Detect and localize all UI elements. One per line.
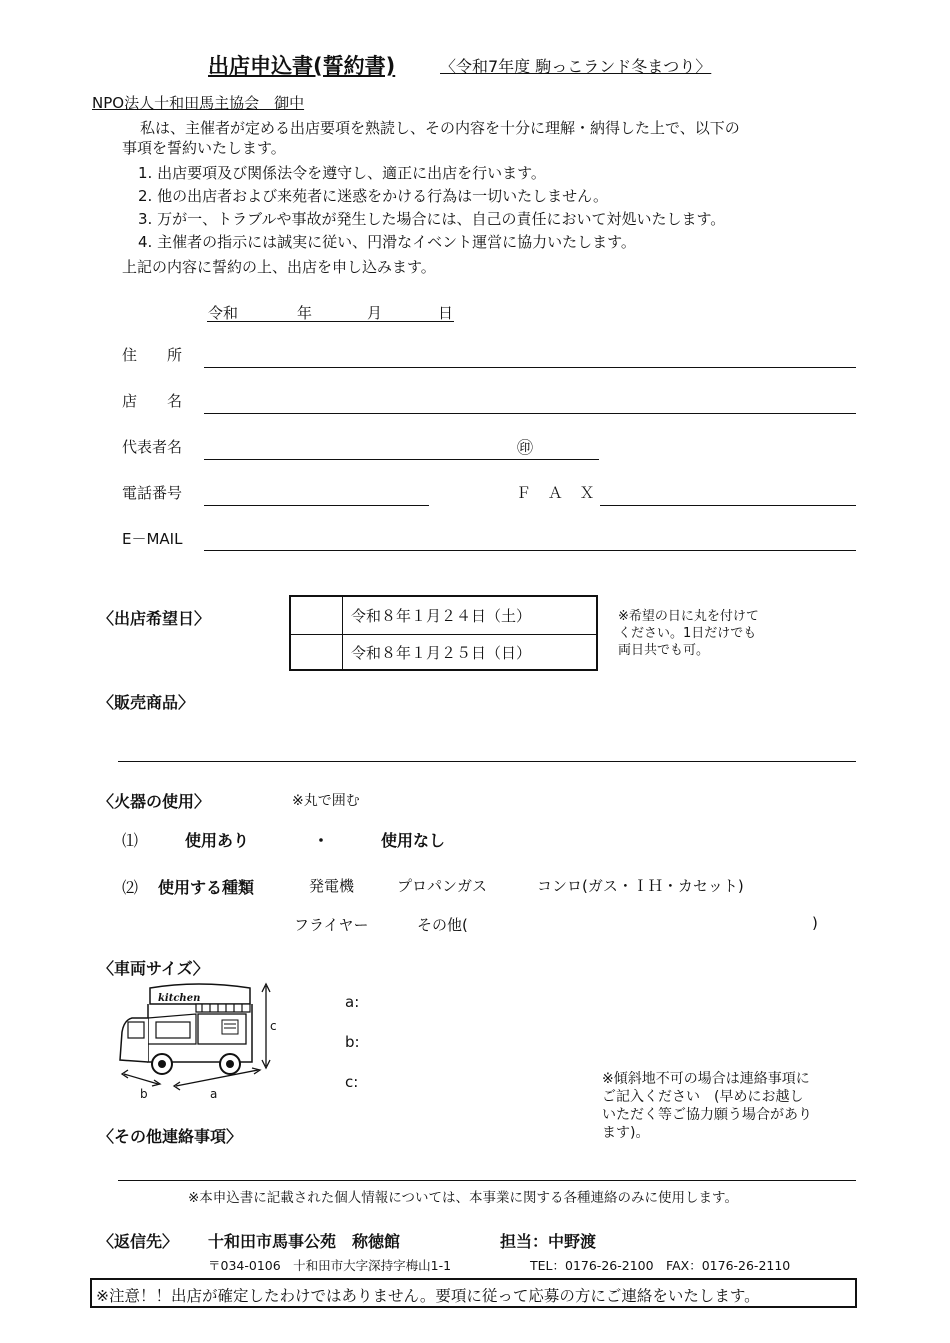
pledge-item: 3. 万が一、トラブルや事故が発生した場合には、自己の責任において対処いたします。: [138, 210, 726, 228]
option-generator[interactable]: 発電機: [309, 877, 355, 895]
shop-name-label: 店 名: [122, 392, 183, 410]
desired-date-heading: 〈出店希望日〉: [98, 609, 211, 628]
fire-separator: ・: [313, 831, 330, 850]
dimension-a: a: [210, 1087, 218, 1100]
email-field[interactable]: [204, 550, 856, 551]
phone-label: 電話番号: [122, 484, 183, 502]
date-option-label: 令和８年１月２５日（日）: [351, 644, 532, 662]
option-stove[interactable]: コンロ(ガス・ＩＨ・カセット): [537, 877, 744, 895]
date-month: 月: [367, 304, 383, 322]
warning-box: [90, 1278, 857, 1308]
reply-organization: 十和田市馬事公苑 称徳館: [208, 1232, 401, 1251]
fire-note: ※丸で囲む: [292, 793, 360, 809]
reply-contact: 担当：中野渡: [500, 1232, 597, 1251]
option-fryer[interactable]: フライヤー: [294, 916, 369, 934]
food-truck-icon: [118, 982, 288, 1100]
addressee: NPO法人十和田馬主協会 御中: [92, 94, 305, 112]
option-other[interactable]: その他(: [417, 916, 468, 934]
option-propane[interactable]: プロパンガス: [397, 877, 488, 895]
warning-text: ※注意！！出店が確定したわけではありません。要項に従って応募の方にご連絡をいたします。: [96, 1287, 760, 1305]
fire-q1-number: ⑴: [122, 831, 139, 850]
pledge-intro-line2: 事項を誓約いたします。: [122, 139, 286, 157]
reply-address: 〒034-0106 十和田市大字深持字梅山1-1: [208, 1258, 452, 1273]
date-underline: [207, 321, 454, 322]
other-field[interactable]: [118, 1180, 856, 1181]
address-field[interactable]: [204, 367, 856, 368]
fax-label: Ｆ Ａ Ｘ: [516, 484, 601, 502]
date-check-cell[interactable]: [291, 634, 343, 671]
date-day: 日: [438, 304, 454, 322]
form-subtitle: 〈令和7年度 駒っこランド冬まつり〉: [440, 57, 712, 76]
dimension-b: b: [140, 1087, 148, 1100]
fire-heading: 〈火器の使用〉: [98, 792, 211, 811]
vehicle-length-label[interactable]: a:: [345, 993, 360, 1011]
representative-field[interactable]: [204, 459, 599, 460]
date-option-row: [291, 597, 596, 634]
pledge-item: 4. 主催者の指示には誠実に従い、円滑なイベント運営に協力いたします。: [138, 233, 636, 251]
date-option-row: [291, 634, 596, 671]
phone-field[interactable]: [204, 505, 429, 506]
desired-date-table: [289, 595, 598, 671]
products-field[interactable]: [118, 761, 856, 762]
pledge-item: 1. 出店要項及び関係法令を遵守し、適正に出店を行います。: [138, 164, 546, 182]
date-check-cell[interactable]: [291, 597, 343, 634]
fire-q2-label: 使用する種類: [158, 878, 255, 897]
date-option-label: 令和８年１月２４日（土）: [351, 607, 532, 625]
reply-phone-fax: TEL：0176-26-2100 FAX：0176-26-2110: [530, 1258, 791, 1273]
date-era: 令和: [208, 304, 239, 322]
option-other-close: ): [812, 914, 818, 932]
seal-icon: ㊞: [517, 438, 534, 457]
privacy-note: ※本申込書に記載された個人情報については、本事業に関する各種連絡のみに使用します。: [188, 1190, 738, 1206]
vehicle-height-label[interactable]: c:: [345, 1073, 359, 1091]
slope-note: ※傾斜地不可の場合は連絡事項に ご記入ください (早めにお越し いただく等ご協力願う場合があり ます)。: [602, 1071, 812, 1141]
fire-use-no[interactable]: 使用なし: [381, 831, 446, 850]
other-heading: 〈その他連絡事項〉: [98, 1127, 243, 1146]
products-heading: 〈販売商品〉: [98, 693, 195, 712]
date-year: 年: [297, 304, 313, 322]
fire-q2-number: ⑵: [122, 878, 139, 897]
dimension-c: c: [270, 1019, 277, 1033]
vehicle-width-label[interactable]: b:: [345, 1033, 360, 1051]
vehicle-heading: 〈車両サイズ〉: [98, 959, 209, 978]
reply-label: 〈返信先〉: [98, 1232, 179, 1251]
truck-sign-text: kitchen: [158, 993, 201, 1004]
email-label: E－MAIL: [122, 530, 183, 548]
form-title: 出店申込書(誓約書): [208, 54, 396, 78]
pledge-intro-line1: 私は、主催者が定める出店要項を熟読し、その内容を十分に理解・納得した上で、以下の: [140, 119, 740, 137]
desired-date-note: ※希望の日に丸を付けて ください。1日だけでも 両日共でも可。: [618, 609, 759, 658]
representative-label: 代表者名: [122, 438, 183, 456]
fax-field[interactable]: [600, 505, 856, 506]
pledge-item: 2. 他の出店者および来苑者に迷惑をかける行為は一切いたしません。: [138, 187, 608, 205]
pledge-closing: 上記の内容に誓約の上、出店を申し込みます。: [122, 258, 436, 276]
address-label: 住 所: [122, 346, 183, 364]
fire-use-yes[interactable]: 使用あり: [185, 831, 250, 850]
shop-name-field[interactable]: [204, 413, 856, 414]
